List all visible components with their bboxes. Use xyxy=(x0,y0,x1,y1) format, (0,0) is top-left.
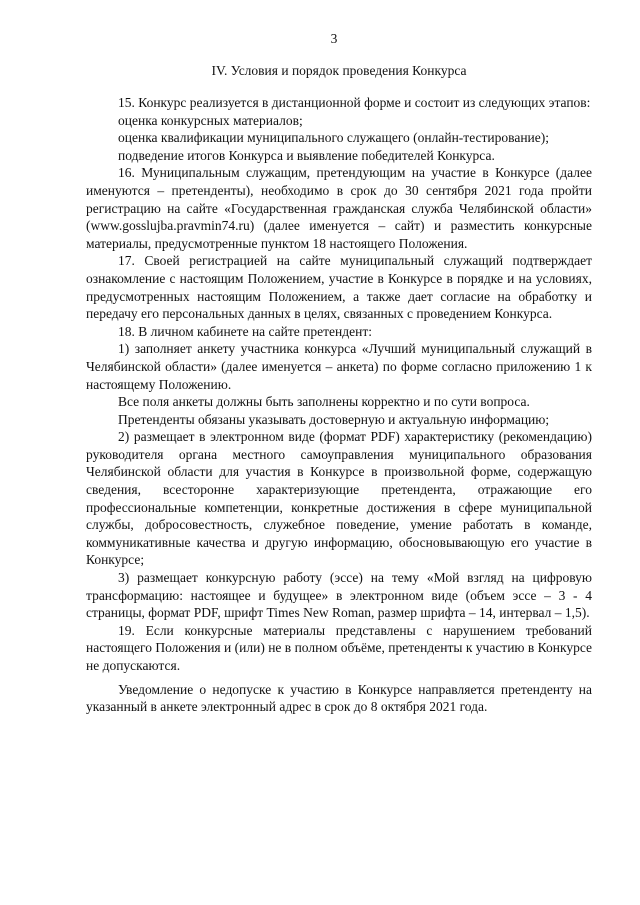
paragraph-17: 17. Своей регистрацией на сайте муниципальный служащий подтверждает ознакомление с настоящим Положением, участие в Конкурсе в порядке и на условиях, предусмотренных настоящим Положением, а также дает согласие на обработку и передачу его персональных данных в целях, связанных с проведением Конкурса. xyxy=(86,253,592,322)
rejection-notice: Уведомление о недопуске к участию в Конкурсе направляется претенденту на указанный в анкете электронный адрес в срок до 8 октября 2021 года. xyxy=(86,681,592,715)
stage-qualification-testing: оценка квалификации муниципального служащего (онлайн-тестирование); xyxy=(118,130,550,146)
item-3-essay: 3) размещает конкурсную работу (эссе) на тему «Мой взгляд на цифровую трансформацию: настоящее и будущее» в электронном виде (объем эссе – 3 - 4 страницы, формат PDF, шрифт Times New Roman, размер шрифта – 14, интервал – 1,5). xyxy=(86,570,592,621)
stage-materials-evaluation: оценка конкурсных материалов; xyxy=(118,112,303,128)
questionnaire-fields-note: Все поля анкеты должны быть заполнены корректно и по сути вопроса. xyxy=(118,394,530,410)
item-1-questionnaire: 1) заполняет анкету участника конкурса «Лучший муниципальный служащий в Челябинской области» (далее именуется – анкета) по форме согласно приложению 1 к настоящему Положению. xyxy=(86,341,592,392)
paragraph-18: 18. В личном кабинете на сайте претендент: xyxy=(118,323,372,339)
paragraph-19: 19. Если конкурсные материалы представлены с нарушением требований настоящего Положения и (или) не в полном объёме, претенденты к участию в Конкурсе не допускаются. xyxy=(86,622,592,673)
stage-results-summary: подведение итогов Конкурса и выявление победителей Конкурса. xyxy=(118,147,495,163)
page-number: 3 xyxy=(330,31,338,46)
paragraph-15: 15. Конкурс реализуется в дистанционной форме и состоит из следующих этапов: xyxy=(118,95,591,110)
accurate-info-note: Претенденты обязаны указывать достоверную и актуальную информацию; xyxy=(118,411,550,427)
section-title: IV. Условия и порядок проведения Конкурса xyxy=(211,63,467,78)
paragraph-16: 16. Муниципальным служащим, претендующим на участие в Конкурсе (далее именуются – претенденты), необходимо в срок до 30 сентября 2021 года пройти регистрацию на сайте «Государственная гражданская служба Челябинской области» (www.gosslujba.pravmin74.ru) (далее именуется – сайт) и разместить конкурсные материалы, предусмотренные пунктом 18 настоящего Положения. xyxy=(86,165,592,251)
item-2-recommendation: 2) размещает в электронном виде (формат PDF) характеристику (рекомендацию) руководителя органа местного самоуправления муниципального образования Челябинской области для участия в Конкурсе в произвольной форме, содержащую сведения, всесторонне характеризующие претендента, отражающие его профессиональные компетенции, конкретные достижения в сфере муниципальной службы, добросовестность, служебное поведение, умение работать в команде, коммуникативные качества и другую информацию, обосновывающую его участие в Конкурсе; xyxy=(86,429,592,568)
